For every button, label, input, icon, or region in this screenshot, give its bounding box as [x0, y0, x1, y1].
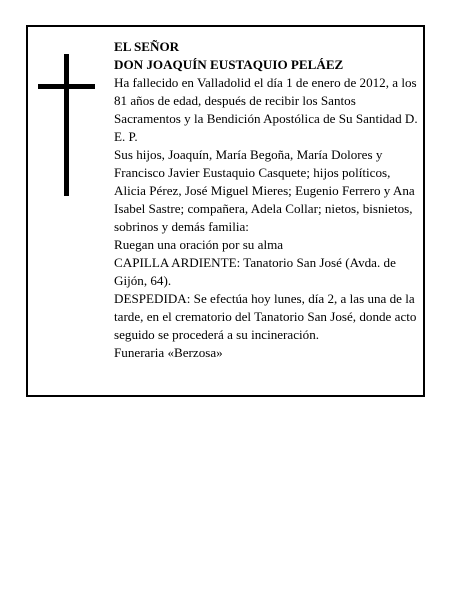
obituary-text	[114, 38, 418, 362]
title-line-1: EL SEÑOR	[114, 39, 180, 54]
family-list: Sus hijos, Joaquín, María Begoña, María Dolores y Francisco Javier Eustaquio Casquete; hijos políticos, Alicia Pérez, José Miguel Mieres; Eugenio Ferrero y Ana Isabel Sastre; compañera, Adela Collar; nietos, bisnietos, sobrinos y demás familia:	[114, 147, 415, 234]
death-announcement: Ha fallecido en Valladolid el día 1 de enero de 2012, a los 81 años de edad, después de recibir los Santos Sacramentos y la Bendición Apostólica de Su Santidad D. E. P.	[114, 75, 418, 144]
cross-icon	[64, 54, 69, 196]
farewell-info: DESPEDIDA: Se efectúa hoy lunes, día 2, a las una de la tarde, en el crematorio del Tanatorio San José, donde acto seguido se procederá a su incineración.	[114, 291, 417, 342]
cross-icon-crossbar	[38, 84, 95, 89]
chapel-info: CAPILLA ARDIENTE: Tanatorio San José (Avda. de Gijón, 64).	[114, 255, 396, 288]
prayer-request: Ruegan una oración por su alma	[114, 237, 284, 252]
deceased-name: DON JOAQUÍN EUSTAQUIO PELÁEZ	[114, 57, 344, 72]
funeral-home: Funeraria «Berzosa»	[114, 345, 223, 360]
